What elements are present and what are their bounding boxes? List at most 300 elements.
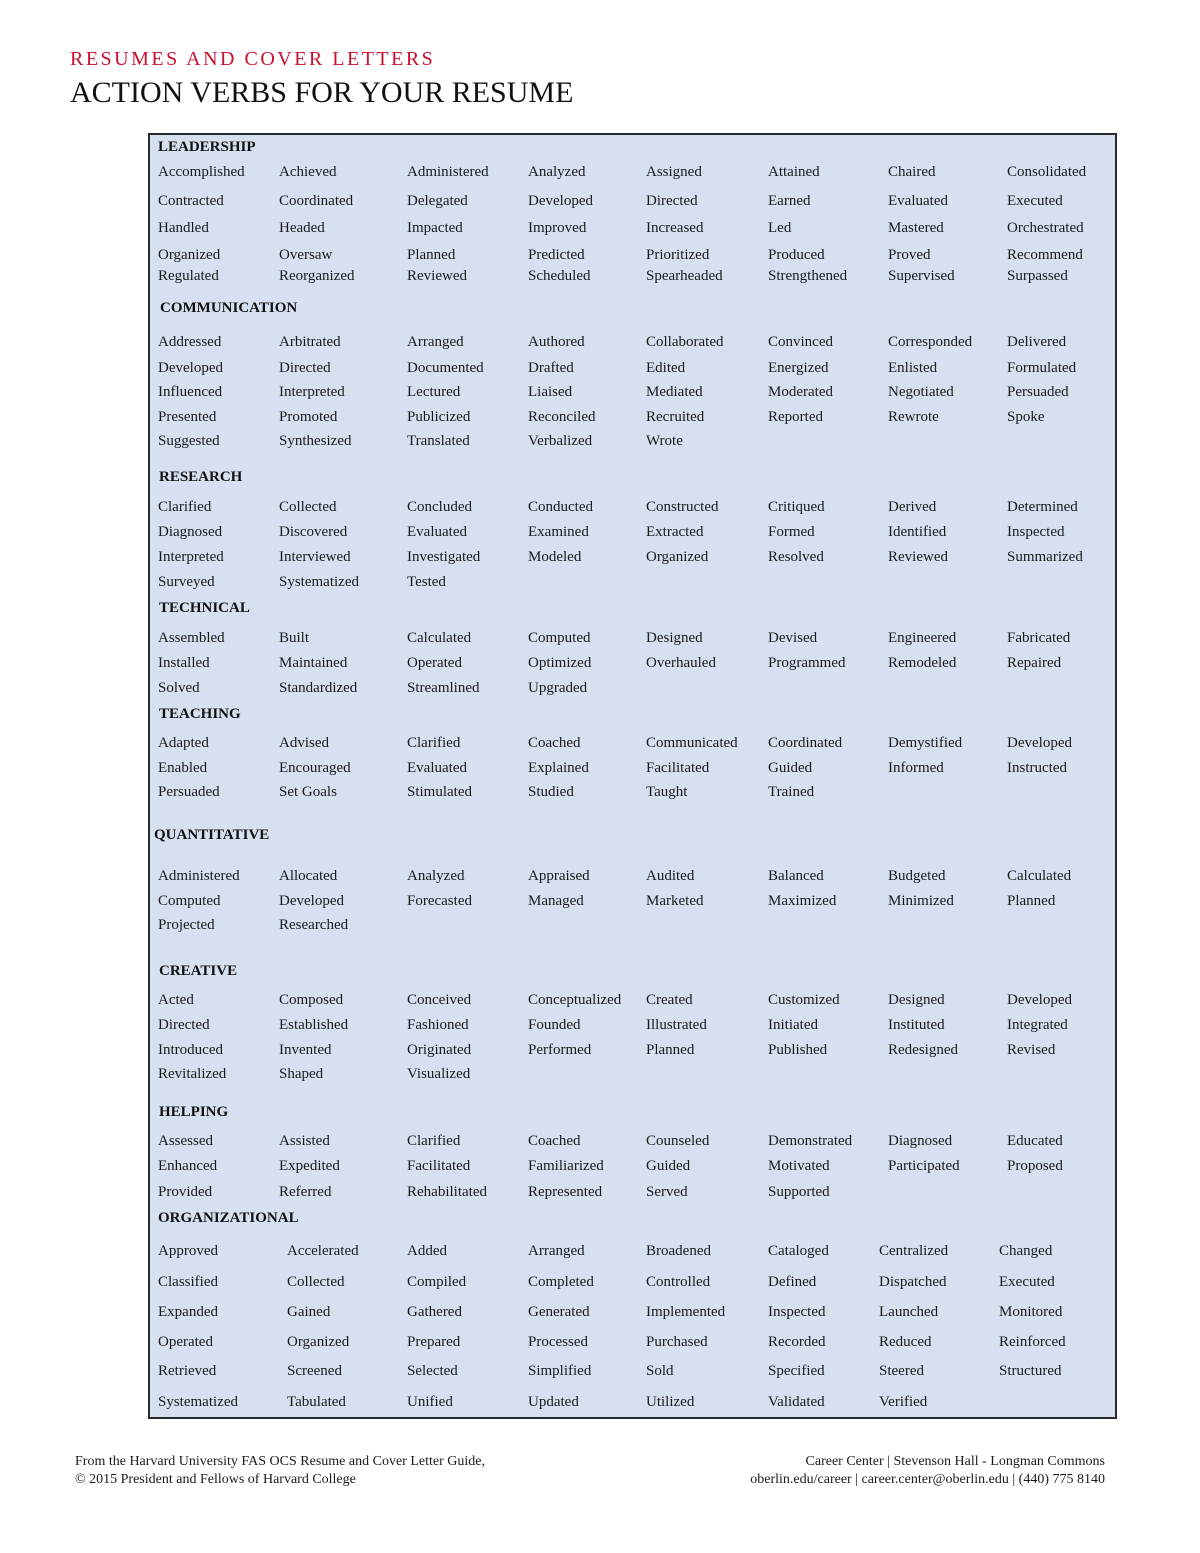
footer-source <box>75 1453 485 1489</box>
action-verb: Extracted <box>646 524 704 540</box>
section-title-technical: TECHNICAL <box>159 600 250 616</box>
action-verb: Defined <box>768 1274 817 1290</box>
action-verb: Promoted <box>279 409 338 425</box>
verb-row <box>150 1131 1115 1151</box>
action-verb: Appraised <box>528 868 590 884</box>
action-verb: Evaluated <box>407 760 467 776</box>
action-verb: Recorded <box>768 1334 826 1350</box>
action-verb: Stimulated <box>407 784 472 800</box>
verb-row <box>150 1015 1115 1035</box>
verb-row <box>150 678 1115 698</box>
header-kicker: RESUMES AND COVER LETTERS <box>70 48 436 70</box>
action-verb: Influenced <box>158 384 223 400</box>
action-verb: Served <box>646 1184 688 1200</box>
action-verb: Screened <box>287 1363 342 1379</box>
action-verb: Calculated <box>407 630 472 646</box>
action-verb: Retrieved <box>158 1363 217 1379</box>
action-verb: Repaired <box>1007 655 1062 671</box>
action-verb: Monitored <box>999 1304 1063 1320</box>
action-verb: Chaired <box>888 164 936 180</box>
action-verb: Summarized <box>1007 549 1083 565</box>
action-verb: Directed <box>646 193 698 209</box>
verb-row <box>150 382 1115 402</box>
action-verbs-panel <box>148 133 1117 1419</box>
verb-row <box>150 1361 1115 1381</box>
verb-row <box>150 1156 1115 1176</box>
action-verb: Presented <box>158 409 217 425</box>
action-verb: Managed <box>528 893 584 909</box>
action-verb: Clarified <box>158 499 212 515</box>
verb-row <box>150 733 1115 753</box>
verb-row <box>150 891 1115 911</box>
page-title: ACTION VERBS FOR YOUR RESUME <box>70 76 574 109</box>
action-verb: Designed <box>888 992 945 1008</box>
action-verb: Collected <box>279 499 337 515</box>
verb-row <box>150 572 1115 592</box>
action-verb: Rewrote <box>888 409 939 425</box>
section-title-research: RESEARCH <box>159 469 243 485</box>
verb-row <box>150 628 1115 648</box>
action-verb: Liaised <box>528 384 573 400</box>
verb-row <box>150 245 1115 265</box>
action-verb: Publicized <box>407 409 471 425</box>
action-verb: Performed <box>528 1042 592 1058</box>
action-verb: Verbalized <box>528 433 593 449</box>
action-verb: Reviewed <box>888 549 948 565</box>
action-verb: Guided <box>768 760 813 776</box>
action-verb: Critiqued <box>768 499 825 515</box>
action-verb: Evaluated <box>888 193 948 209</box>
action-verb: Surveyed <box>158 574 215 590</box>
action-verb: Allocated <box>279 868 338 884</box>
action-verb: Diagnosed <box>158 524 223 540</box>
action-verb: Conceived <box>407 992 472 1008</box>
action-verb: Trained <box>768 784 815 800</box>
verb-row <box>150 782 1115 802</box>
verb-row <box>150 1392 1115 1412</box>
action-verb: Delegated <box>407 193 468 209</box>
action-verb: Conducted <box>528 499 593 515</box>
action-verb: Adapted <box>158 735 209 751</box>
section-title-creative: CREATIVE <box>159 963 238 979</box>
action-verb: Assembled <box>158 630 225 646</box>
action-verb: Streamlined <box>407 680 480 696</box>
action-verb: Spearheaded <box>646 268 723 284</box>
action-verb: Maintained <box>279 655 348 671</box>
verb-row <box>150 266 1115 286</box>
action-verb: Translated <box>407 433 470 449</box>
action-verb: Centralized <box>879 1243 949 1259</box>
action-verb: Directed <box>279 360 331 376</box>
action-verb: Interpreted <box>158 549 224 565</box>
action-verb: Assisted <box>279 1133 330 1149</box>
action-verb: Coordinated <box>279 193 354 209</box>
action-verb: Expedited <box>279 1158 340 1174</box>
action-verb: Spoke <box>1007 409 1045 425</box>
action-verb: Published <box>768 1042 828 1058</box>
action-verb: Expanded <box>158 1304 218 1320</box>
action-verb: Upgraded <box>528 680 588 696</box>
action-verb: Gathered <box>407 1304 462 1320</box>
action-verb: Collaborated <box>646 334 724 350</box>
action-verb: Rehabilitated <box>407 1184 487 1200</box>
action-verb: Investigated <box>407 549 481 565</box>
action-verb: Launched <box>879 1304 939 1320</box>
action-verb: Impacted <box>407 220 463 236</box>
action-verb: Organized <box>287 1334 350 1350</box>
action-verb: Organized <box>646 549 709 565</box>
action-verb: Standardized <box>279 680 358 696</box>
action-verb: Set Goals <box>279 784 337 800</box>
action-verb: Improved <box>528 220 587 236</box>
action-verb: Developed <box>279 893 344 909</box>
action-verb: Optimized <box>528 655 592 671</box>
action-verb: Recruited <box>646 409 705 425</box>
action-verb: Executed <box>1007 193 1063 209</box>
action-verb: Clarified <box>407 735 461 751</box>
action-verb: Acted <box>158 992 194 1008</box>
action-verb: Computed <box>158 893 221 909</box>
action-verb: Surpassed <box>1007 268 1068 284</box>
action-verb: Inspected <box>1007 524 1065 540</box>
action-verb: Facilitated <box>407 1158 471 1174</box>
action-verb: Coached <box>528 1133 581 1149</box>
verb-row <box>150 1040 1115 1060</box>
action-verb: Persuaded <box>158 784 220 800</box>
action-verb: Corresponded <box>888 334 973 350</box>
action-verb: Reduced <box>879 1334 932 1350</box>
action-verb: Drafted <box>528 360 574 376</box>
action-verb: Tabulated <box>287 1394 346 1410</box>
action-verb: Planned <box>646 1042 695 1058</box>
action-verb: Taught <box>646 784 688 800</box>
action-verb: Proved <box>888 247 931 263</box>
action-verb: Coached <box>528 735 581 751</box>
action-verb: Developed <box>528 193 593 209</box>
action-verb: Introduced <box>158 1042 223 1058</box>
action-verb: Convinced <box>768 334 833 350</box>
verb-row <box>150 866 1115 886</box>
action-verb: Consolidated <box>1007 164 1087 180</box>
action-verb: Programmed <box>768 655 846 671</box>
action-verb: Gained <box>287 1304 331 1320</box>
action-verb: Counseled <box>646 1133 710 1149</box>
action-verb: Diagnosed <box>888 1133 953 1149</box>
action-verb: Engineered <box>888 630 957 646</box>
action-verb: Generated <box>528 1304 590 1320</box>
action-verb: Guided <box>646 1158 691 1174</box>
action-verb: Systematized <box>279 574 359 590</box>
action-verb: Wrote <box>646 433 683 449</box>
action-verb: Researched <box>279 917 349 933</box>
action-verb: Reported <box>768 409 823 425</box>
action-verb: Steered <box>879 1363 924 1379</box>
section-title-quantitative: QUANTITATIVE <box>154 827 270 843</box>
action-verb: Created <box>646 992 693 1008</box>
action-verb: Instituted <box>888 1017 945 1033</box>
action-verb: Studied <box>528 784 574 800</box>
action-verb: Moderated <box>768 384 833 400</box>
verb-row <box>150 218 1115 238</box>
action-verb: Identified <box>888 524 947 540</box>
verb-row <box>150 431 1115 451</box>
action-verb: Selected <box>407 1363 458 1379</box>
action-verb: Audited <box>646 868 695 884</box>
action-verb: Handled <box>158 220 209 236</box>
action-verb: Energized <box>768 360 829 376</box>
verb-row <box>150 497 1115 517</box>
verb-row <box>150 915 1115 935</box>
action-verb: Originated <box>407 1042 472 1058</box>
action-verb: Maximized <box>768 893 837 909</box>
action-verb: Referred <box>279 1184 332 1200</box>
action-verb: Designed <box>646 630 703 646</box>
action-verb: Supervised <box>888 268 955 284</box>
action-verb: Utilized <box>646 1394 695 1410</box>
action-verb: Clarified <box>407 1133 461 1149</box>
action-verb: Regulated <box>158 268 219 284</box>
action-verb: Systematized <box>158 1394 238 1410</box>
action-verb: Persuaded <box>1007 384 1069 400</box>
action-verb: Devised <box>768 630 818 646</box>
action-verb: Added <box>407 1243 447 1259</box>
action-verb: Explained <box>528 760 589 776</box>
action-verb: Invented <box>279 1042 332 1058</box>
action-verb: Accelerated <box>287 1243 359 1259</box>
action-verb: Reconciled <box>528 409 596 425</box>
action-verb: Planned <box>407 247 456 263</box>
action-verb: Lectured <box>407 384 461 400</box>
action-verb: Arbitrated <box>279 334 341 350</box>
action-verb: Solved <box>158 680 200 696</box>
action-verb: Conceptualized <box>528 992 622 1008</box>
action-verb: Illustrated <box>646 1017 707 1033</box>
action-verb: Assigned <box>646 164 702 180</box>
action-verb: Attained <box>768 164 820 180</box>
action-verb: Prioritized <box>646 247 710 263</box>
action-verb: Prepared <box>407 1334 461 1350</box>
action-verb: Motivated <box>768 1158 830 1174</box>
action-verb: Demystified <box>888 735 963 751</box>
action-verb: Encouraged <box>279 760 351 776</box>
action-verb: Calculated <box>1007 868 1072 884</box>
verb-row <box>150 522 1115 542</box>
action-verb: Delivered <box>1007 334 1067 350</box>
action-verb: Validated <box>768 1394 825 1410</box>
action-verb: Compiled <box>407 1274 467 1290</box>
action-verb: Strengthened <box>768 268 848 284</box>
section-title-communication: COMMUNICATION <box>160 300 298 316</box>
action-verb: Instructed <box>1007 760 1067 776</box>
action-verb: Built <box>279 630 310 646</box>
action-verb: Shaped <box>279 1066 324 1082</box>
action-verb: Verified <box>879 1394 928 1410</box>
action-verb: Recommend <box>1007 247 1083 263</box>
action-verb: Familiarized <box>528 1158 604 1174</box>
action-verb: Broadened <box>646 1243 711 1259</box>
verb-row <box>150 1064 1115 1084</box>
action-verb: Founded <box>528 1017 581 1033</box>
verb-row <box>150 407 1115 427</box>
action-verb: Constructed <box>646 499 719 515</box>
action-verb: Balanced <box>768 868 824 884</box>
action-verb: Synthesized <box>279 433 352 449</box>
action-verb: Changed <box>999 1243 1053 1259</box>
action-verb: Developed <box>1007 735 1072 751</box>
section-title-organizational: ORGANIZATIONAL <box>158 1210 299 1226</box>
action-verb: Dispatched <box>879 1274 947 1290</box>
action-verb: Authored <box>528 334 585 350</box>
action-verb: Overhauled <box>646 655 716 671</box>
action-verb: Specified <box>768 1363 825 1379</box>
footer-contact-info: oberlin.edu/career | career.center@oberlin.edu | (440) 775 8140 <box>750 1472 1105 1487</box>
action-verb: Operated <box>158 1334 213 1350</box>
action-verb: Executed <box>999 1274 1055 1290</box>
action-verb: Facilitated <box>646 760 710 776</box>
action-verb: Led <box>768 220 792 236</box>
action-verb: Initiated <box>768 1017 818 1033</box>
action-verb: Represented <box>528 1184 603 1200</box>
action-verb: Contracted <box>158 193 224 209</box>
action-verb: Enabled <box>158 760 208 776</box>
footer-copyright: © 2015 President and Fellows of Harvard College <box>75 1472 356 1487</box>
verb-row <box>150 1332 1115 1352</box>
verb-row <box>150 547 1115 567</box>
action-verb: Implemented <box>646 1304 726 1320</box>
action-verb: Discovered <box>279 524 348 540</box>
action-verb: Inspected <box>768 1304 826 1320</box>
action-verb: Resolved <box>768 549 824 565</box>
action-verb: Planned <box>1007 893 1056 909</box>
action-verb: Directed <box>158 1017 210 1033</box>
action-verb: Computed <box>528 630 591 646</box>
action-verb: Scheduled <box>528 268 591 284</box>
action-verb: Projected <box>158 917 215 933</box>
action-verb: Collected <box>287 1274 345 1290</box>
action-verb: Forecasted <box>407 893 472 909</box>
verb-row <box>150 1272 1115 1292</box>
action-verb: Determined <box>1007 499 1078 515</box>
action-verb: Derived <box>888 499 937 515</box>
action-verb: Reviewed <box>407 268 467 284</box>
verb-row <box>150 1182 1115 1202</box>
footer-source-line-1: From the Harvard University FAS OCS Resume and Cover Letter Guide, <box>75 1454 485 1469</box>
action-verb: Administered <box>407 164 489 180</box>
action-verb: Tested <box>407 574 446 590</box>
action-verb: Documented <box>407 360 484 376</box>
action-verb: Assessed <box>158 1133 213 1149</box>
action-verb: Mastered <box>888 220 944 236</box>
action-verb: Predicted <box>528 247 585 263</box>
verb-row <box>150 990 1115 1010</box>
action-verb: Edited <box>646 360 686 376</box>
action-verb: Composed <box>279 992 344 1008</box>
action-verb: Addressed <box>158 334 222 350</box>
action-verb: Operated <box>407 655 462 671</box>
action-verb: Minimized <box>888 893 954 909</box>
action-verb: Installed <box>158 655 210 671</box>
action-verb: Sold <box>646 1363 674 1379</box>
action-verb: Communicated <box>646 735 738 751</box>
verb-row <box>150 653 1115 673</box>
action-verb: Arranged <box>407 334 464 350</box>
action-verb: Participated <box>888 1158 960 1174</box>
section-title-leadership: LEADERSHIP <box>158 139 256 155</box>
action-verb: Evaluated <box>407 524 467 540</box>
action-verb: Educated <box>1007 1133 1063 1149</box>
action-verb: Purchased <box>646 1334 708 1350</box>
action-verb: Advised <box>279 735 329 751</box>
action-verb: Developed <box>1007 992 1072 1008</box>
action-verb: Demonstrated <box>768 1133 853 1149</box>
action-verb: Informed <box>888 760 944 776</box>
action-verb: Remodeled <box>888 655 957 671</box>
action-verb: Approved <box>158 1243 218 1259</box>
action-verb: Established <box>279 1017 349 1033</box>
action-verb: Earned <box>768 193 811 209</box>
action-verb: Processed <box>528 1334 588 1350</box>
action-verb: Accomplished <box>158 164 245 180</box>
action-verb: Enhanced <box>158 1158 218 1174</box>
action-verb: Analyzed <box>528 164 586 180</box>
action-verb: Headed <box>279 220 325 236</box>
action-verb: Marketed <box>646 893 704 909</box>
action-verb: Fashioned <box>407 1017 469 1033</box>
action-verb: Examined <box>528 524 589 540</box>
action-verb: Redesigned <box>888 1042 958 1058</box>
verb-row <box>150 1302 1115 1322</box>
section-title-helping: HELPING <box>159 1104 229 1120</box>
action-verb: Negotiated <box>888 384 954 400</box>
action-verb: Oversaw <box>279 247 333 263</box>
action-verb: Orchestrated <box>1007 220 1084 236</box>
action-verb: Cataloged <box>768 1243 829 1259</box>
action-verb: Structured <box>999 1363 1062 1379</box>
action-verb: Coordinated <box>768 735 843 751</box>
action-verb: Simplified <box>528 1363 592 1379</box>
action-verb: Supported <box>768 1184 830 1200</box>
action-verb: Increased <box>646 220 704 236</box>
verb-row <box>150 191 1115 211</box>
action-verb: Budgeted <box>888 868 946 884</box>
action-verb: Controlled <box>646 1274 711 1290</box>
action-verb: Analyzed <box>407 868 465 884</box>
action-verb: Developed <box>158 360 223 376</box>
action-verb: Updated <box>528 1394 579 1410</box>
action-verb: Classified <box>158 1274 218 1290</box>
verb-row <box>150 162 1115 182</box>
action-verb: Reinforced <box>999 1334 1066 1350</box>
action-verb: Visualized <box>407 1066 471 1082</box>
action-verb: Integrated <box>1007 1017 1068 1033</box>
action-verb: Revised <box>1007 1042 1056 1058</box>
footer-contact <box>750 1453 1105 1489</box>
action-verb: Fabricated <box>1007 630 1071 646</box>
verb-row <box>150 358 1115 378</box>
action-verb: Organized <box>158 247 221 263</box>
action-verb: Unified <box>407 1394 453 1410</box>
action-verb: Mediated <box>646 384 703 400</box>
action-verb: Concluded <box>407 499 472 515</box>
action-verb: Modeled <box>528 549 582 565</box>
verb-row <box>150 758 1115 778</box>
action-verb: Arranged <box>528 1243 585 1259</box>
action-verb: Administered <box>158 868 240 884</box>
action-verb: Enlisted <box>888 360 938 376</box>
action-verb: Completed <box>528 1274 594 1290</box>
action-verb: Suggested <box>158 433 220 449</box>
action-verb: Achieved <box>279 164 337 180</box>
